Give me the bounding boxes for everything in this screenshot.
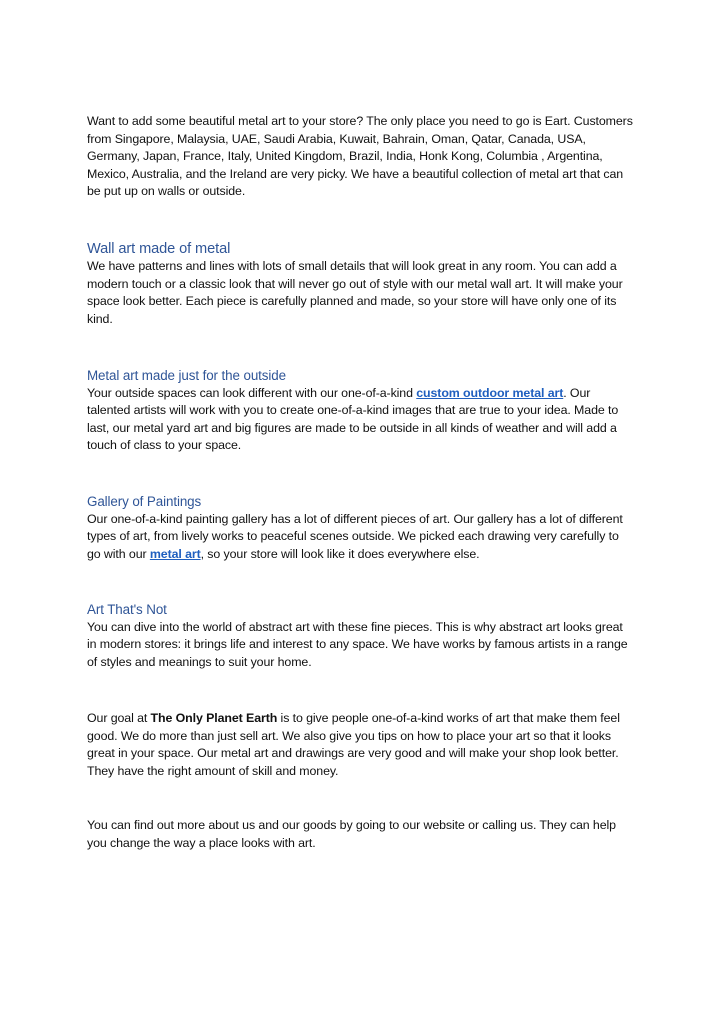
section-outdoor-art [87,367,635,455]
metal-art-link[interactable]: metal art [149,546,201,561]
section-paragraph: You can dive into the world of abstract art with these fine pieces. This is why abstract art looks great in modern stores: it brings life and interest to any space. We have works by famous artists in a range of styles and meanings to suit your home. [87,619,628,669]
paragraph-text: . Our talented artists will work with you to create one-of-a-kind images that are true to your idea. Made to last, our metal yard art and big figures are made to be outside in all kinds of weather and will add a touch of class to your space. [87,385,619,453]
paragraph-text: Our goal at [87,711,151,725]
section-paragraph [87,511,635,564]
closing-paragraph: You can find out more about us and our goods by going to our website or calling us. They can help you change the way a place looks with art. [87,818,616,850]
custom-outdoor-metal-art-link[interactable]: custom outdoor metal art [416,385,564,400]
section-paragraph: We have patterns and lines with lots of small details that will look great in any room. You can add a modern touch or a classic look that will never go out of style with our metal wall art. It will make your space look better. Each piece is carefully planned and made, so your store will have only one of its kind. [87,259,623,326]
section-gallery [87,493,635,563]
section-heading: Metal art made just for the outside [87,368,286,383]
section-heading: Art That's Not [87,602,167,617]
paragraph-text: Your outside spaces can look different with our one-of-a-kind [87,385,417,400]
company-name: The Only Planet Earth [150,711,278,725]
paragraph-text: Our one-of-a-kind painting gallery has a lot of different pieces of art. Our gallery has a lot of different types of art, from lively works to peaceful scenes outside. We picked each drawing very carefully to go with our [87,511,623,561]
intro-block [87,113,635,201]
intro-paragraph: Want to add some beautiful metal art to your store? The only place you need to go is Eart. Customers from Singapore, Malaysia, UAE, Saudi Arabia, Kuwait, Bahrain, Oman, Qatar, Canada, USA, Germany, Japan, France, Italy, United Kingdom, Brazil, India, Honk Kong, Columbia , Argentina, Mexico, Australia, and the Ireland are very picky. We have a beautiful collection of metal art that can be put up on walls or outside. [87,114,633,199]
section-heading: Gallery of Paintings [87,494,202,509]
goal-block [87,710,635,780]
section-heading: Wall art made of metal [87,241,231,257]
section-wall-art [87,240,635,328]
goal-paragraph [87,710,635,780]
paragraph-text: is to give people one-of-a-kind works of art that make them feel good. We do more than just sell art. We also give you tips on how to place your art so that it looks great in your space. Our metal art and drawings are very good and will make your shop look better. They have the right amount of skill and money. [87,711,620,778]
paragraph-text: , so your store will look like it does everywhere else. [200,546,480,561]
section-paragraph [87,385,635,455]
closing-block [87,817,635,852]
section-abstract-art [87,601,635,671]
